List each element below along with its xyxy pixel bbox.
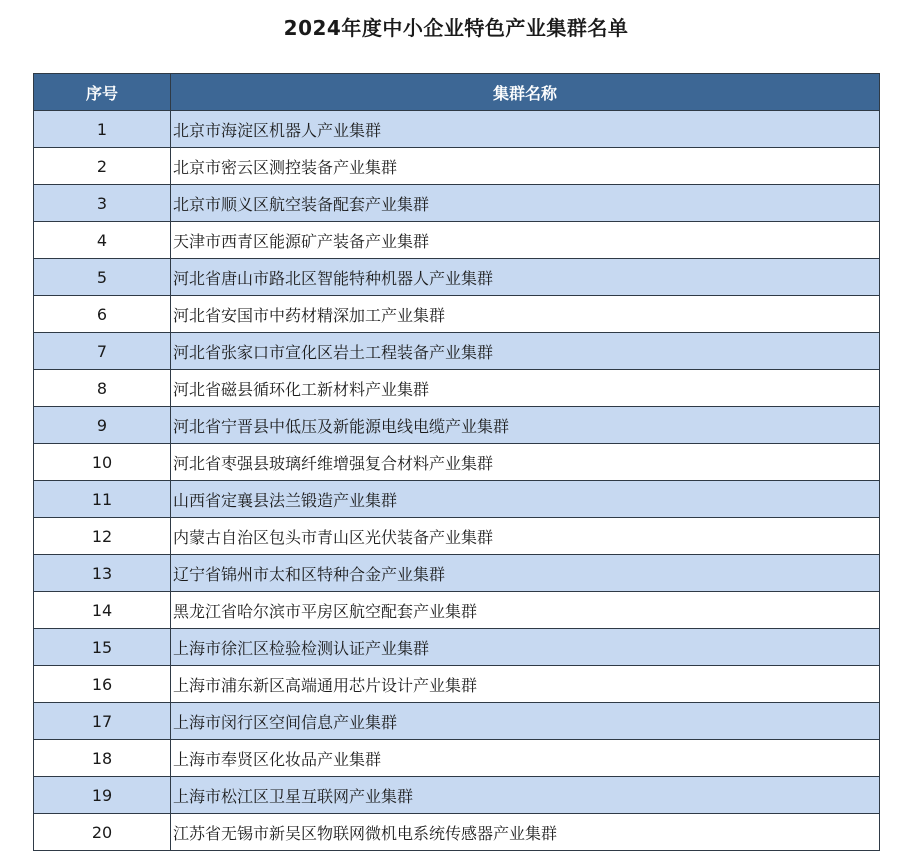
header-name: 集群名称 xyxy=(171,74,880,111)
row-index: 2 xyxy=(34,148,171,185)
row-cluster-name: 河北省张家口市宣化区岩土工程装备产业集群 xyxy=(171,333,880,370)
row-index: 5 xyxy=(34,259,171,296)
row-index: 12 xyxy=(34,518,171,555)
table-row xyxy=(34,259,880,296)
row-index: 3 xyxy=(34,185,171,222)
table-row xyxy=(34,444,880,481)
row-cluster-name: 北京市海淀区机器人产业集群 xyxy=(171,111,880,148)
table-row xyxy=(34,333,880,370)
row-index: 11 xyxy=(34,481,171,518)
row-cluster-name: 内蒙古自治区包头市青山区光伏装备产业集群 xyxy=(171,518,880,555)
table-row xyxy=(34,407,880,444)
row-index: 8 xyxy=(34,370,171,407)
row-cluster-name: 河北省磁县循环化工新材料产业集群 xyxy=(171,370,880,407)
row-index: 6 xyxy=(34,296,171,333)
table-row xyxy=(34,111,880,148)
row-index: 7 xyxy=(34,333,171,370)
table-row xyxy=(34,703,880,740)
header-index: 序号 xyxy=(34,74,171,111)
page-title: 2024年度中小企业特色产业集群名单 xyxy=(283,16,629,40)
row-cluster-name: 河北省枣强县玻璃纤维增强复合材料产业集群 xyxy=(171,444,880,481)
table-row xyxy=(34,481,880,518)
cluster-table-container xyxy=(33,73,879,851)
row-cluster-name: 北京市顺义区航空装备配套产业集群 xyxy=(171,185,880,222)
table-row xyxy=(34,518,880,555)
table-row xyxy=(34,185,880,222)
row-cluster-name: 黑龙江省哈尔滨市平房区航空配套产业集群 xyxy=(171,592,880,629)
row-cluster-name: 北京市密云区测控装备产业集群 xyxy=(171,148,880,185)
table-row xyxy=(34,296,880,333)
row-cluster-name: 上海市徐汇区检验检测认证产业集群 xyxy=(171,629,880,666)
row-cluster-name: 上海市闵行区空间信息产业集群 xyxy=(171,703,880,740)
row-index: 19 xyxy=(34,777,171,814)
row-cluster-name: 天津市西青区能源矿产装备产业集群 xyxy=(171,222,880,259)
row-index: 15 xyxy=(34,629,171,666)
row-index: 16 xyxy=(34,666,171,703)
row-cluster-name: 辽宁省锦州市太和区特种合金产业集群 xyxy=(171,555,880,592)
row-cluster-name: 上海市浦东新区高端通用芯片设计产业集群 xyxy=(171,666,880,703)
row-index: 4 xyxy=(34,222,171,259)
table-row xyxy=(34,222,880,259)
row-cluster-name: 上海市奉贤区化妆品产业集群 xyxy=(171,740,880,777)
table-row xyxy=(34,592,880,629)
row-cluster-name: 河北省宁晋县中低压及新能源电线电缆产业集群 xyxy=(171,407,880,444)
table-body xyxy=(34,111,880,851)
table-row xyxy=(34,629,880,666)
row-cluster-name: 河北省安国市中药材精深加工产业集群 xyxy=(171,296,880,333)
cluster-table xyxy=(33,73,880,851)
row-index: 13 xyxy=(34,555,171,592)
table-row xyxy=(34,777,880,814)
row-index: 18 xyxy=(34,740,171,777)
table-row xyxy=(34,148,880,185)
table-row xyxy=(34,370,880,407)
table-row xyxy=(34,814,880,851)
row-index: 17 xyxy=(34,703,171,740)
table-row xyxy=(34,666,880,703)
row-cluster-name: 江苏省无锡市新吴区物联网微机电系统传感器产业集群 xyxy=(171,814,880,851)
row-index: 20 xyxy=(34,814,171,851)
table-row xyxy=(34,555,880,592)
row-cluster-name: 河北省唐山市路北区智能特种机器人产业集群 xyxy=(171,259,880,296)
row-cluster-name: 山西省定襄县法兰锻造产业集群 xyxy=(171,481,880,518)
table-row xyxy=(34,740,880,777)
row-index: 14 xyxy=(34,592,171,629)
table-header xyxy=(34,74,880,111)
row-index: 10 xyxy=(34,444,171,481)
header-row xyxy=(34,74,880,111)
row-index: 9 xyxy=(34,407,171,444)
row-cluster-name: 上海市松江区卫星互联网产业集群 xyxy=(171,777,880,814)
row-index: 1 xyxy=(34,111,171,148)
